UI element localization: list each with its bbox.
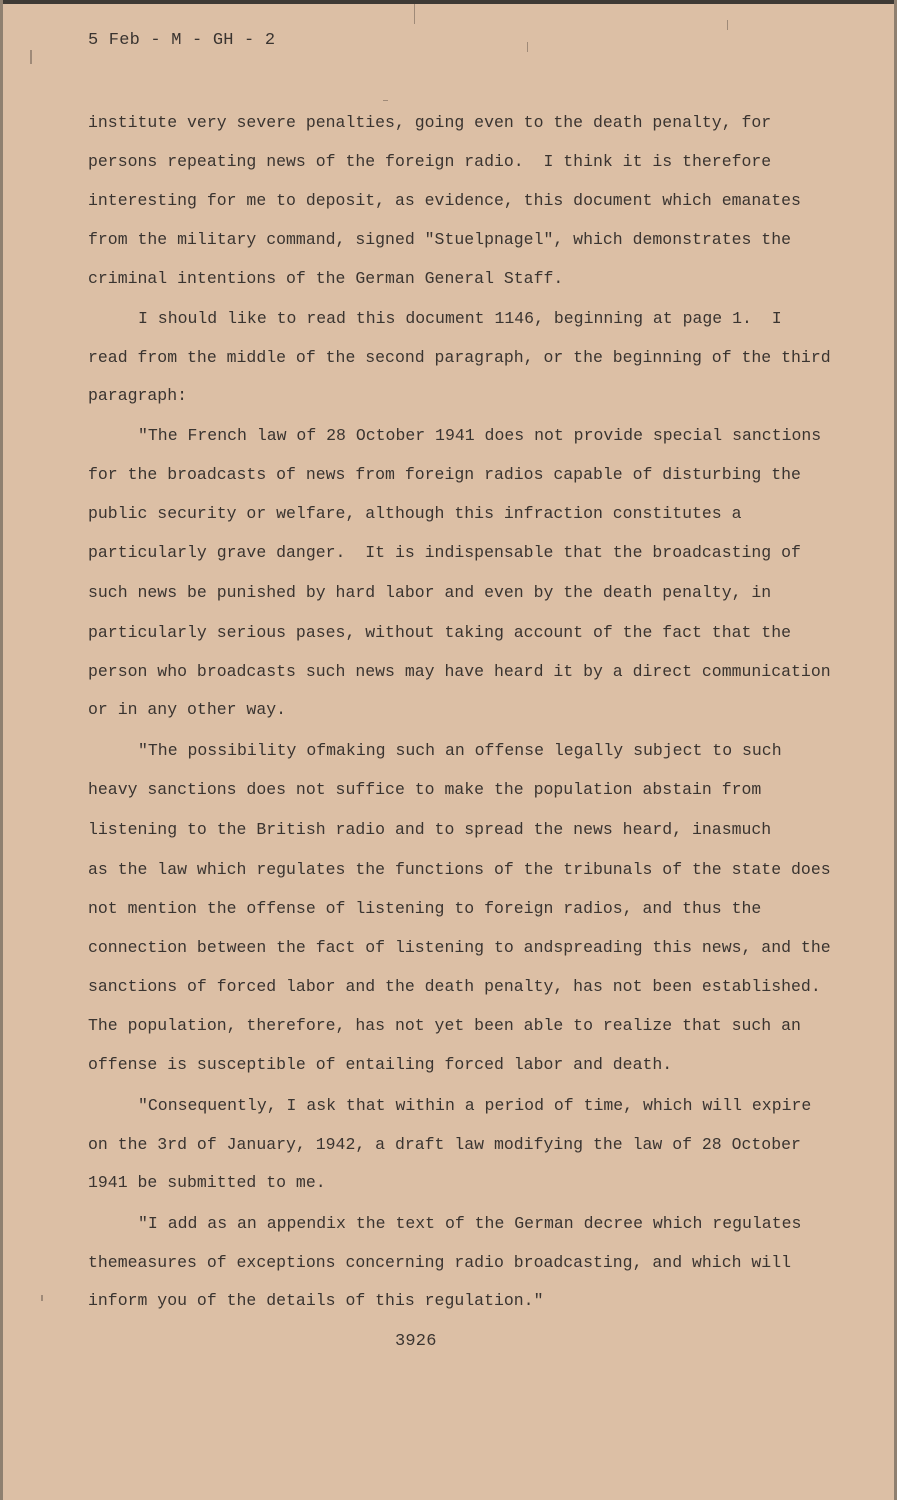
- text-line: "The French law of 28 October 1941 does not provide special sanctions: [138, 426, 822, 445]
- text-line: for the broadcasts of news from foreign radios capable of disturbing the: [88, 465, 801, 484]
- text-line: from the military command, signed "Stuelpnagel", which demonstrates the: [88, 230, 792, 249]
- text-line: read from the middle of the second paragraph, or the beginning of the third: [88, 348, 831, 367]
- text-line: "Consequently, I ask that within a period of time, which will expire: [138, 1096, 812, 1115]
- text-line: public security or welfare, although this infraction constitutes a: [88, 504, 742, 523]
- text-line: "The possibility ofmaking such an offense legally subject to such: [138, 741, 782, 760]
- text-line: such news be punished by hard labor and even by the death penalty, in: [88, 583, 772, 602]
- text-line: inform you of the details of this regulation.": [88, 1291, 544, 1310]
- text-line: I should like to read this document 1146, beginning at page 1. I: [138, 309, 782, 328]
- page-header: 5 Feb - M - GH - 2: [88, 31, 276, 50]
- text-line: The population, therefore, has not yet been able to realize that such an: [88, 1016, 801, 1035]
- text-line: listening to the British radio and to spread the news heard, inasmuch: [88, 820, 772, 839]
- text-line: "I add as an appendix the text of the German decree which regulates: [138, 1214, 802, 1233]
- text-line: as the law which regulates the functions of the tribunals of the state does: [88, 860, 831, 879]
- page-number: 3926: [395, 1332, 437, 1351]
- text-line: sanctions of forced labor and the death penalty, has not been established.: [88, 977, 821, 996]
- text-line: on the 3rd of January, 1942, a draft law modifying the law of 28 October: [88, 1135, 801, 1154]
- text-line: particularly grave danger. It is indispensable that the broadcasting of: [88, 543, 801, 562]
- text-line: particularly serious pases, without taking account of the fact that the: [88, 623, 792, 642]
- text-line: person who broadcasts such news may have heard it by a direct communication: [88, 662, 831, 681]
- text-line: connection between the fact of listening to andspreading this news, and the: [88, 938, 831, 957]
- text-line: paragraph:: [88, 386, 188, 405]
- text-line: persons repeating news of the foreign radio. I think it is therefore: [88, 152, 772, 171]
- text-line: criminal intentions of the German General Staff.: [88, 269, 564, 288]
- text-line: or in any other way.: [88, 700, 287, 719]
- text-line: interesting for me to deposit, as evidence, this document which emanates: [88, 191, 801, 210]
- text-line: themeasures of exceptions concerning radio broadcasting, and which will: [88, 1253, 792, 1272]
- text-line: offense is susceptible of entailing forced labor and death.: [88, 1055, 673, 1074]
- text-line: heavy sanctions does not suffice to make the population abstain from: [88, 780, 762, 799]
- text-line: institute very severe penalties, going even to the death penalty, for: [88, 113, 772, 132]
- text-line: 1941 be submitted to me.: [88, 1173, 326, 1192]
- text-line: not mention the offense of listening to foreign radios, and thus the: [88, 899, 762, 918]
